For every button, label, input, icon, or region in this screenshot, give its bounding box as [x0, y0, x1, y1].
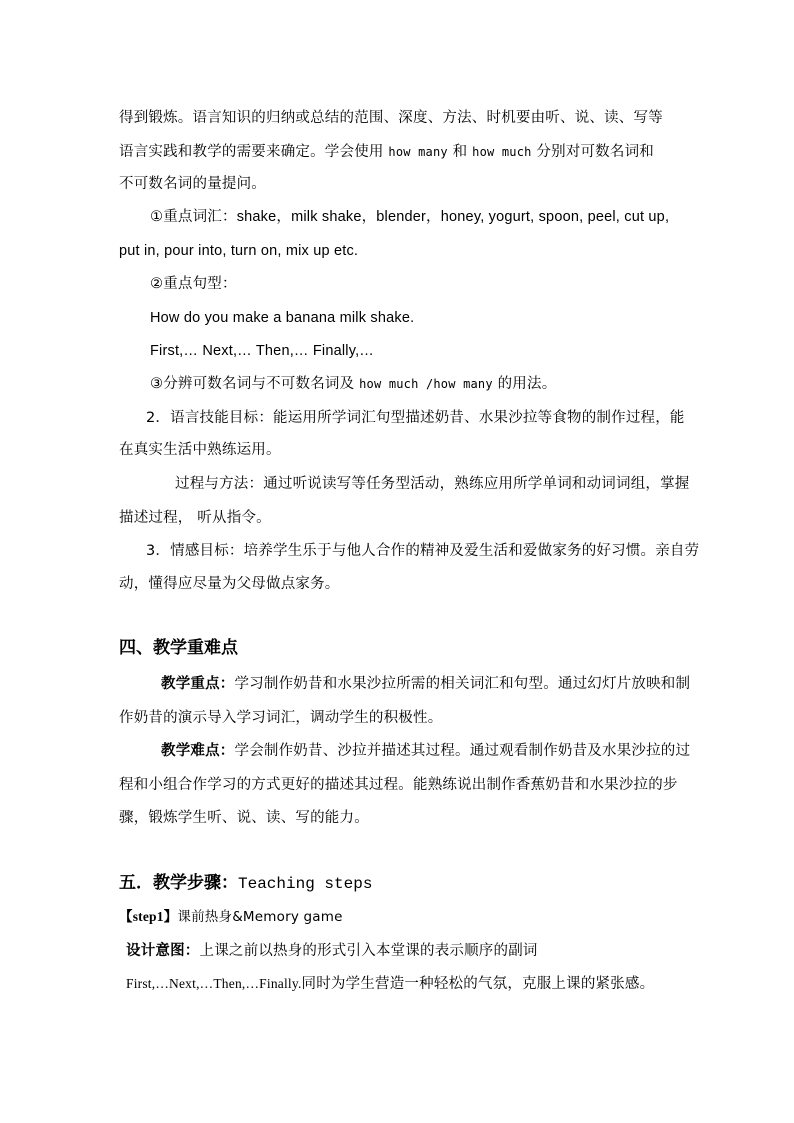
design-intent-line	[126, 941, 538, 961]
difficulties-label: 教学难点：	[161, 743, 235, 759]
text: 3．情感目标：培养学生乐于与他人合作的精神及爱生活和爱做家务的好习惯。亲自劳	[146, 543, 700, 559]
text: 的用法。	[497, 376, 557, 392]
key-points-label: 教学重点：	[161, 676, 235, 692]
vocab-label: ①重点词汇：	[150, 209, 237, 225]
skills-line	[146, 408, 685, 428]
text: 上课之前以热身的形式引入本堂课的表示顺序的副词	[199, 943, 538, 959]
vocab-line	[119, 241, 358, 261]
text: 语言实践和教学的需要来确定。学会使用	[119, 144, 384, 160]
text: 得到锻炼。语言知识的归纳或总结的范围、深度、方法、时机要由听、说、读、写等	[119, 110, 663, 126]
text: ②重点句型：	[150, 276, 237, 292]
code-text: how much	[472, 145, 532, 159]
vocab-words: shake，milk shake，blender，honey, yogurt, spoon, peel, cut up,	[236, 209, 670, 225]
difficulties-line	[161, 741, 690, 761]
text: First,… Next,… Then,… Finally,…	[150, 343, 375, 359]
section-4-heading	[119, 637, 238, 659]
text: 和	[452, 144, 468, 160]
text: ③分辨可数名词与不可数名词及	[150, 376, 355, 392]
text: 描述过程， 听从指令。	[119, 510, 271, 526]
sentence-line	[150, 308, 414, 328]
key-points-line	[161, 674, 690, 694]
paragraph-line	[119, 108, 663, 128]
process-line	[119, 508, 271, 528]
text: First,…Next,…Then,…Finally.	[126, 976, 302, 991]
paragraph-line	[119, 174, 266, 194]
text: How do you make a banana milk shake.	[150, 310, 415, 326]
design-intent-label: 设计意图：	[126, 943, 200, 959]
text: 学会制作奶昔、沙拉并描述其过程。通过观看制作奶昔及水果沙拉的过	[234, 743, 691, 759]
text: 五．教学步骤：	[119, 873, 238, 893]
sentences-label	[150, 274, 237, 294]
emotion-line	[119, 574, 340, 594]
code-text: how much /how many	[359, 377, 493, 391]
key-points-line	[119, 708, 442, 728]
text: 骤，锻炼学生听、说、读、写的能力。	[119, 810, 369, 826]
difficulties-line	[119, 775, 678, 795]
paragraph-line	[119, 142, 654, 162]
section-5-heading	[119, 872, 372, 895]
text: 学习制作奶昔和水果沙拉所需的相关词汇和句型。通过幻灯片放映和制	[234, 676, 691, 692]
text: 过程与方法：通过听说读写等任务型活动，熟练应用所学单词和动词词组，掌握	[175, 476, 690, 492]
step1-line	[119, 907, 343, 927]
process-line	[175, 474, 690, 494]
text: 2．语言技能目标：能运用所学词汇句型描述奶昔、水果沙拉等食物的制作过程，能	[146, 410, 685, 426]
sentence-line	[150, 341, 374, 361]
text: 在真实生活中熟练运用。	[119, 442, 281, 458]
text: 作奶昔的演示导入学习词汇，调动学生的积极性。	[119, 710, 443, 726]
vocab-words: put in, pour into, turn on, mix up etc.	[119, 243, 359, 259]
design-intent-line	[126, 974, 654, 994]
vocab-line	[150, 207, 669, 227]
text: 程和小组合作学习的方式更好的描述其过程。能熟练说出制作香蕉奶昔和水果沙拉的步	[119, 777, 678, 793]
text: 分别对可数名词和	[536, 144, 654, 160]
skills-line	[119, 440, 281, 460]
emotion-line	[146, 541, 699, 561]
text: Teaching steps	[238, 875, 373, 893]
text: 四、教学重难点	[119, 638, 238, 658]
text: 不可数名词的量提问。	[119, 176, 266, 192]
difficulties-line	[119, 808, 369, 828]
distinguish-line	[150, 374, 556, 394]
text: 动，懂得应尽量为父母做点家务。	[119, 576, 340, 592]
text: 课前热身&Memory game	[177, 909, 343, 925]
step1-label: 【step1】	[119, 909, 178, 924]
text: 同时为学生营造一种轻松的气氛，克服上课的紧张感。	[301, 976, 655, 992]
code-text: how many	[388, 145, 448, 159]
